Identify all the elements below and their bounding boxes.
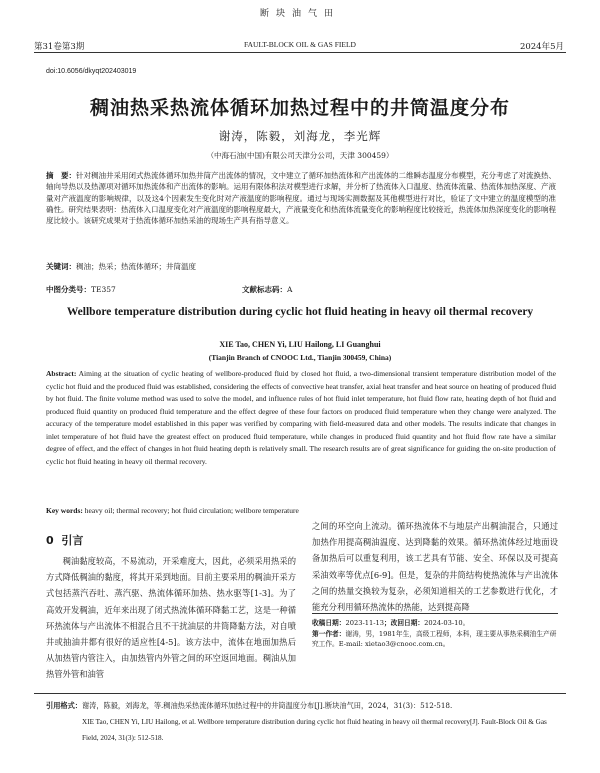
abstract-en-label: Abstract: <box>46 369 77 378</box>
journal-name-cn: 断块油气田 <box>259 9 340 19</box>
issue-date: 2024年5月 <box>519 42 564 52</box>
keywords-cn-text: 稠油；热采；热流体循环；井筒温度 <box>76 262 196 271</box>
citation-block <box>46 698 558 746</box>
keywords-en-text: heavy oil; thermal recovery; hot fluid circulation; wellbore temperature <box>84 506 299 515</box>
section-heading-introduction <box>46 532 83 548</box>
received-date: 2023-11-13 <box>345 619 384 627</box>
introduction-left-column: 稠油黏度较高，不易流动，开采难度大，因此，必须采用热采的方式降低稠油的黏度，将其开采到地面。目前主要采用的稠油开采方式包括蒸汽吞吐、蒸汽驱、热流体循环加热、热水驱等[1-3]。为了高效开发稠油，近年来出现了闭式热流体循环降黏工艺，这是一种循环热流体与产出流体不相混合且不干扰油层的井筒降黏方法，对自喷井或抽油井都有很好的适应性[4-5]。该方法中，流体在地面加热后从加热管内管注入，由加热管内外管之间的环空返回地面。稠油从加热管外管和油管 <box>46 556 296 680</box>
authors-cn: 谢涛，陈毅，刘海龙，李光辉 <box>218 129 382 143</box>
clc-value: TE357 <box>91 285 116 294</box>
first-author-label: 第一作者： <box>312 629 346 638</box>
affiliation-cn: （中海石油(中国)有限公司天津分公司，天津 300459） <box>206 151 394 160</box>
clc-label: 中图分类号： <box>46 285 91 294</box>
clc-number <box>46 284 116 295</box>
revised-label: ；改回日期： <box>384 619 425 627</box>
abstract-cn <box>46 170 556 226</box>
title-en: Wellbore temperature distribution during cyclic hot fluid heating in heavy oil thermal recovery <box>66 306 534 318</box>
document-code <box>242 284 292 295</box>
affiliation-en: (Tianjin Branch of CNOOC Ltd., Tianjin 300459, China) <box>208 353 392 362</box>
received-label: 收稿日期： <box>312 619 346 627</box>
citation-label: 引用格式： <box>46 701 82 710</box>
section-title: 引言 <box>61 534 84 547</box>
keywords-en-label: Key words: <box>46 506 83 515</box>
doc-code-value: A <box>287 285 293 294</box>
citation-en: XIE Tao, CHEN Yi, LIU Hailong, et al. Wellbore temperature distribution during cyclic hot fluid heating in heavy oil thermal recovery[J]. Fault-Block Oil & Gas Field, 2024, 31(3): 512-518. <box>82 718 547 742</box>
abstract-en <box>46 368 556 468</box>
doi[interactable]: doi:10.6056/dkyqt202403019 <box>46 68 137 75</box>
doc-code-label: 文献标志码： <box>242 285 287 294</box>
title-cn: 稠油热采热流体循环加热过程中的井筒温度分布 <box>89 97 510 119</box>
introduction-right-column: 之间的环空向上流动。循环热流体不与地层产出稠油混合，只通过加热作用提高稠油温度、达到降黏的效果。循环热流体经过地面设备加热后可以重复利用，该工艺具有节能、安全、环保以及可提高采油效率等优点[6-9]。但是，复杂的井筒结构使热流体与产出流体之间的热量交换较为复杂，必须知道相关的工艺参数进行优化，才能充分利用循环热流体的热能，达到提高降 <box>312 521 558 613</box>
keywords-en <box>46 506 556 515</box>
first-author-text: 谢涛，男，1981年生，高级工程师，本科，现主要从事热采稠油生产研究工作。E-mail: xietao3@cnooc.com.cn。 <box>312 629 557 648</box>
abstract-cn-text: 针对稠油井采用闭式热流体循环加热井筒产出流体的情况，文中建立了循环加热流体和产出流体的二维瞬态温度分布模型，充分考虑了对流换热、轴向导热以及热源项对循环加热流体和产出流体的影响。运用有限体积法对模型进行求解，并分析了热流体入口温度、热流体流量、热流体加热深度、产液量对产液温度的影响规律，以及这4个因素发生变化时对产液温度的影响程度。通过与现场实测数据及其他模型进行对比，验证了文中建立的温度模型的准确性。研究结果表明：热流体入口温度变化对产液温度的影响程度最大，产液量变化和热流体流量变化的影响程度比较接近，热流体加热深度变化的影响程度比较小。该研究成果对于热流体循环加热采油的现场生产具有指导意义。 <box>46 171 556 226</box>
section-number: 0 <box>46 534 54 547</box>
received-footnote <box>312 618 558 650</box>
citation-cn: 谢涛，陈毅，刘海龙，等.稠油热采热流体循环加热过程中的井筒温度分布[J].断块油气田，2024，31(3)：512-518. <box>81 701 453 710</box>
citation-divider <box>34 693 566 694</box>
authors-en: XIE Tao, CHEN Yi, LIU Hailong, LI Guanghui <box>219 340 381 349</box>
footnote-divider <box>312 613 558 614</box>
journal-name-en: FAULT-BLOCK OIL & GAS FIELD <box>244 40 356 49</box>
revised-date: 2024-03-10。 <box>424 619 470 627</box>
keywords-cn-label: 关键词： <box>46 262 76 271</box>
abstract-en-text: Aiming at the situation of cyclic heating of wellbore-produced fluid by closed hot fluid, a two-dimensional transient temperature distribution model of the cyclic hot fluid and the produced fluid was established, considering the effects of convective heat transfer, axial heat transfer and heat source on heating of produced fluid by hot fluid. The finite volume method was used to solve the model, and influence rules of hot fluid inlet temperature, hot fluid flow rate, heating depth of hot fluid and produced fluid quantity on produced fluid temperature and the effect degree of these four factors on produced fluid temperature when they change were analyzed. The accuracy of the temperature model established in this paper was verified by comparing with field-measured data and other models. The results indicate that changes in inlet temperature of hot fluid have the greatest effect on produced fluid temperature, while changes in produced fluid quantity and hot fluid flow rate have a similar degree of effect, and the effect of changes in hot fluid heating depth is relatively small. The research results are of great significance for guiding the on-site production of cyclic hot fluid heating in heavy oil thermal recovery. <box>46 369 556 466</box>
abstract-cn-label: 摘 要： <box>46 171 76 180</box>
keywords-cn <box>46 261 556 272</box>
header-divider <box>34 52 566 53</box>
volume-issue: 第31卷第3期 <box>34 42 85 52</box>
